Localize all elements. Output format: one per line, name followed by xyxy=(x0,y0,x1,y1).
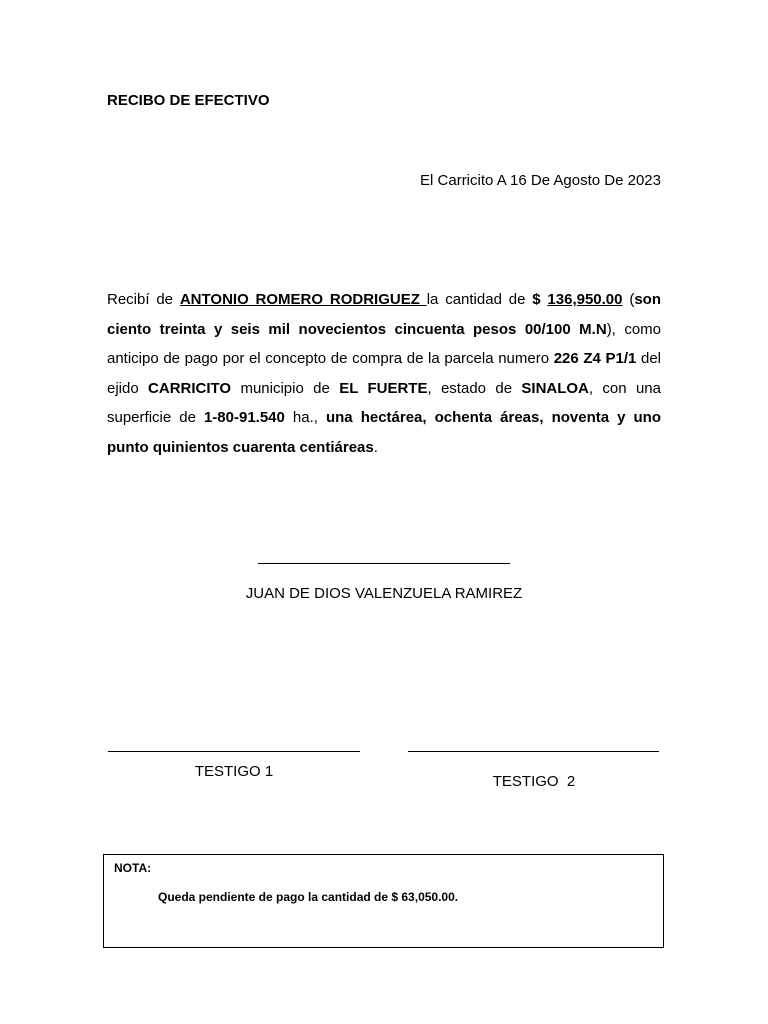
body-text-6: municipio de xyxy=(231,379,340,397)
note-text: Queda pendiente de pago la cantidad de $ 63,050.00. xyxy=(158,890,459,904)
amount-value: 136,950.00 xyxy=(547,291,623,308)
payer-name: ANTONIO ROMERO RODRIGUEZ xyxy=(179,291,427,308)
witness-1-signature-line xyxy=(108,751,360,752)
witness-1-label: TESTIGO 1 xyxy=(194,763,274,780)
witness-2-label: TESTIGO 2 xyxy=(492,773,576,790)
receipt-body xyxy=(107,285,661,463)
body-text-5: del ejido xyxy=(107,350,661,397)
body-text-9: ha., xyxy=(284,409,326,427)
receiver-signature-line xyxy=(258,563,510,564)
document-title: RECIBO DE EFECTIVO xyxy=(107,92,270,109)
body-text-1: Recibí de xyxy=(107,291,180,308)
body-text-4: ), como anticipo de pago por el concepto de compra de la parcela numero xyxy=(107,320,661,368)
body-text-2: la cantidad de xyxy=(426,291,533,308)
place-date: El Carricito A 16 De Agosto De 2023 xyxy=(420,172,661,189)
currency-symbol: $ xyxy=(532,291,548,308)
note-label: NOTA: xyxy=(114,861,152,875)
surface-value: 1-80-91.540 xyxy=(203,409,285,427)
municipality-name: EL FUERTE xyxy=(339,379,428,397)
ejido-name: CARRICITO xyxy=(148,379,232,397)
receiver-name: JUAN DE DIOS VALENZUELA RAMIREZ xyxy=(245,585,523,602)
witness-2-signature-line xyxy=(408,751,659,752)
amount-in-words: son ciento treinta y seis mil novecientos cincuenta pesos 00/100 M.N xyxy=(107,291,661,338)
state-name: SINALOA xyxy=(521,379,589,397)
body-text-7: , estado de xyxy=(427,379,522,397)
body-text-8: , con una superficie de xyxy=(107,379,661,427)
surface-in-words: una hectárea, ochenta áreas, noventa y uno punto quinientos cuarenta centiáreas xyxy=(107,409,661,456)
body-text-10: . xyxy=(373,438,378,456)
note-box xyxy=(103,854,664,948)
parcel-number: 226 Z4 P1/1 xyxy=(553,350,637,368)
body-text-3: ( xyxy=(622,291,635,308)
